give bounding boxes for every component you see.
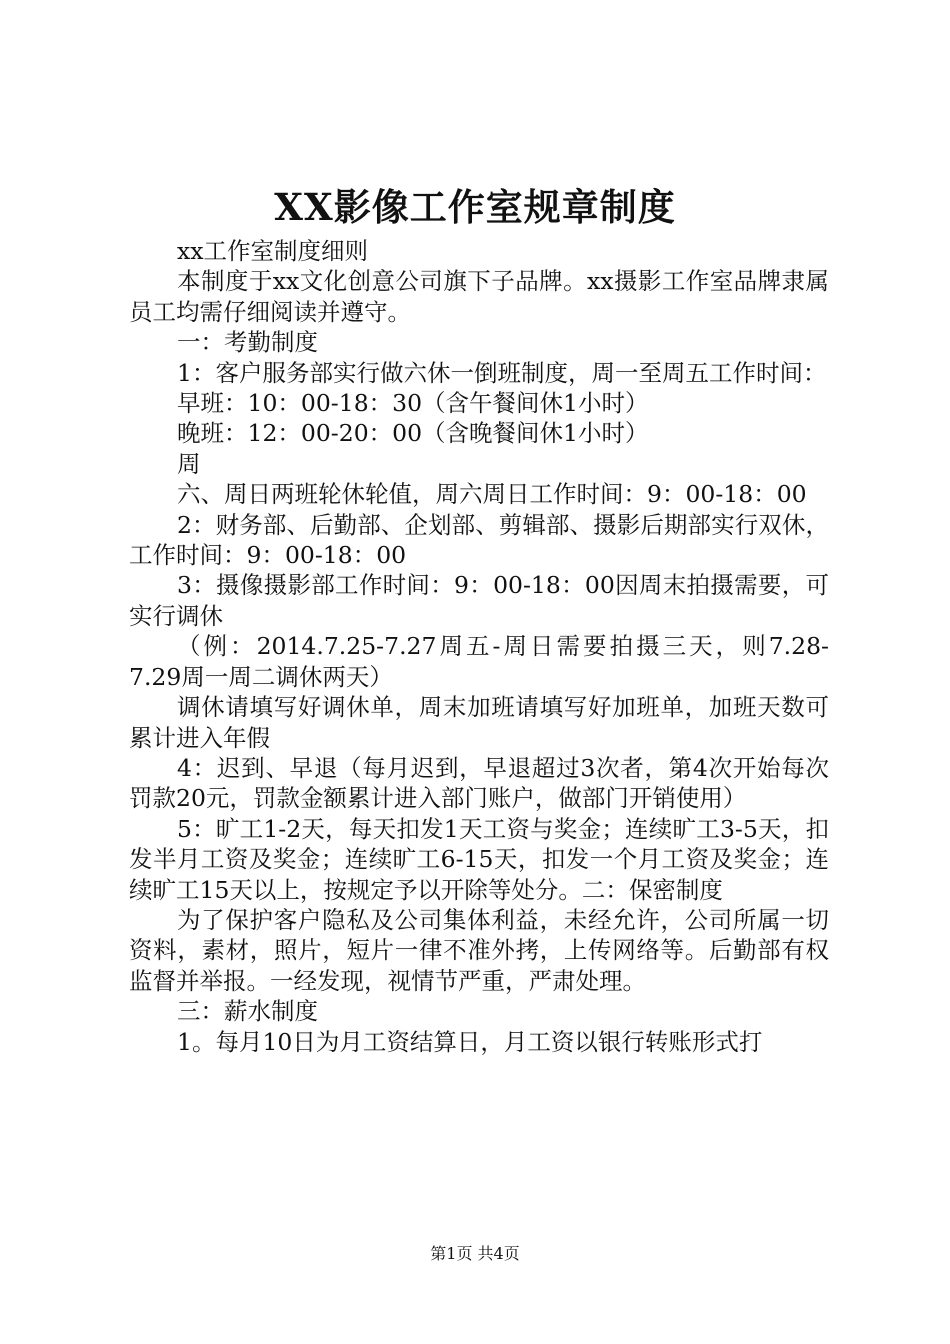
paragraph: 本制度于xx文化创意公司旗下子品牌。xx摄影工作室品牌隶属员工均需仔细阅读并遵守。: [129, 267, 829, 326]
paragraph: 早班：10：00-18：30（含午餐间休1小时）: [177, 389, 649, 418]
paragraph: 1。每月10日为月工资结算日，月工资以银行转账形式打: [177, 1027, 763, 1056]
page-number: 第1页 共4页: [430, 1244, 520, 1263]
paragraph: 3：摄像摄影部工作时间：9：00-18：00因周末拍摄需要，可实行调休: [129, 571, 829, 630]
document-body: [129, 236, 829, 1057]
paragraph: 调休请填写好调休单，周末加班请填写好加班单，加班天数可累计进入年假: [129, 693, 829, 752]
paragraph: （例：2014.7.25-7.27周五-周日需要拍摄三天，则7.28-7.29周一周二调休两天）: [129, 632, 829, 691]
paragraph: 为了保护客户隐私及公司集体利益，未经允许，公司所属一切资料，素材，照片，短片一律不准外拷，上传网络等。后勤部有权监督并举报。一经发现，视情节严重，严肃处理。: [129, 905, 829, 995]
paragraph: 晚班：12：00-20：00（含晚餐间休1小时）: [177, 419, 649, 448]
section-heading: 三：薪水制度: [177, 997, 318, 1026]
paragraph: 六、周日两班轮休轮值，周六周日工作时间：9：00-18：00: [177, 480, 807, 509]
paragraph: 周: [177, 449, 201, 478]
paragraph: 1：客户服务部实行做六休一倒班制度，周一至周五工作时间：: [177, 358, 827, 387]
paragraph: 5：旷工1-2天，每天扣发1天工资与奖金；连续旷工3-5天，扣发半月工资及奖金；连续旷工6-15天，扣发一个月工资及奖金；连续旷工15天以上，按规定予以开除等处分。二：保密制度: [129, 814, 829, 904]
paragraph: 2：财务部、后勤部、企划部、剪辑部、摄影后期部实行双休，工作时间：9：00-18：00: [129, 510, 829, 570]
section-heading: 一：考勤制度: [177, 328, 318, 357]
paragraph: xx工作室制度细则: [177, 237, 369, 265]
paragraph: 4：迟到、早退（每月迟到，早退超过3次者，第4次开始每次罚款20元，罚款金额累计进入部门账户，做部门开销使用）: [129, 753, 829, 813]
document-title: XX影像工作室规章制度: [274, 185, 676, 229]
